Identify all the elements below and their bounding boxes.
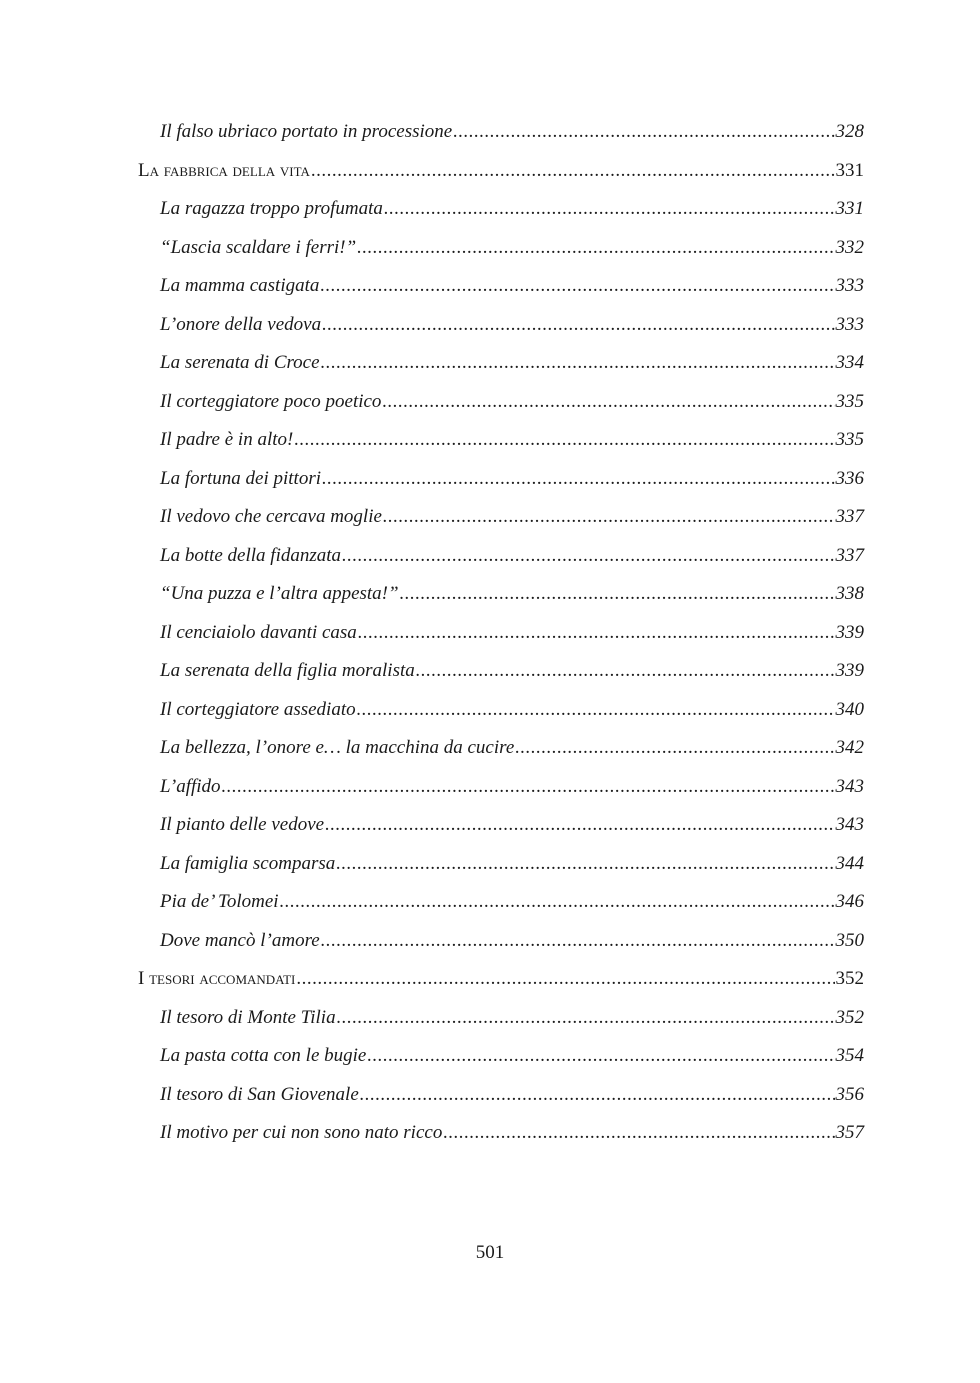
toc-dot-leader xyxy=(358,614,835,653)
toc-entry-title: “Una puzza e l’altra appesta!” xyxy=(160,583,399,604)
toc-entry-title: Pia de’ Tolomei xyxy=(160,891,279,912)
toc-entry[interactable] xyxy=(138,1037,864,1076)
toc-entry-page: 338 xyxy=(835,583,864,604)
toc-entry-title: La serenata della figlia moralista xyxy=(160,660,415,681)
toc-entry[interactable] xyxy=(138,883,864,922)
toc-entry[interactable] xyxy=(138,537,864,576)
toc-entry[interactable] xyxy=(138,190,864,229)
toc-dot-leader xyxy=(357,691,835,730)
toc-entry[interactable] xyxy=(138,575,864,614)
toc-entry[interactable] xyxy=(138,691,864,730)
toc-entry-page: 343 xyxy=(835,814,864,835)
toc-dot-leader xyxy=(311,152,835,191)
toc-entry-page: 335 xyxy=(835,390,864,412)
toc-entry[interactable] xyxy=(138,1076,864,1115)
toc-entry-title: Dove mancò l’amore xyxy=(160,929,320,951)
toc-entry-title: Il pianto delle vedove xyxy=(160,814,325,835)
toc-entry-title: La serenata di Croce xyxy=(160,352,320,373)
toc-entry-page: 328 xyxy=(835,121,864,142)
toc-entry-page: 346 xyxy=(835,891,864,912)
toc-entry-title: “Lascia scaldare i ferri!” xyxy=(160,236,357,258)
toc-entry[interactable] xyxy=(138,113,864,152)
toc-dot-leader xyxy=(320,267,834,306)
toc-entry-page: 357 xyxy=(835,1122,864,1143)
toc-dot-leader xyxy=(294,421,834,460)
toc-entry-page: 339 xyxy=(835,621,864,643)
toc-entry-title: La fabbrica della vita xyxy=(138,159,310,181)
toc-entry-title: Il tesoro di San Giovenale xyxy=(160,1083,359,1105)
toc-entry-title: Il falso ubriaco portato in processione xyxy=(160,121,453,142)
toc-entry[interactable] xyxy=(138,729,864,768)
toc-entry-page: 352 xyxy=(835,1006,864,1028)
toc-dot-leader xyxy=(321,922,835,961)
toc-entry[interactable] xyxy=(138,383,864,422)
page-number: 501 xyxy=(475,1242,505,1263)
toc-entry-page: 333 xyxy=(835,275,864,296)
toc-entry[interactable] xyxy=(138,421,864,460)
toc-entry-title: Il motivo per cui non sono nato ricco xyxy=(160,1122,443,1143)
toc-dot-leader xyxy=(322,460,835,499)
toc-entry[interactable] xyxy=(138,1114,864,1153)
toc-entry-page: 350 xyxy=(835,929,864,951)
toc-entry-page: 337 xyxy=(835,506,864,527)
toc-entry-page: 339 xyxy=(835,660,864,681)
toc-dot-leader xyxy=(382,383,834,422)
toc-entry-page: 343 xyxy=(835,775,864,797)
toc-entry-page: 342 xyxy=(835,737,864,758)
toc-entry[interactable] xyxy=(138,652,864,691)
toc-entry-title: La famiglia scomparsa xyxy=(160,852,336,874)
toc-dot-leader xyxy=(515,729,834,768)
toc-entry-page: 340 xyxy=(835,698,864,720)
toc-dot-leader xyxy=(367,1037,834,1076)
toc-dot-leader xyxy=(336,845,834,884)
toc-entry[interactable] xyxy=(138,306,864,345)
toc-entry-page: 356 xyxy=(835,1083,864,1105)
toc-entry-page: 344 xyxy=(835,852,864,874)
toc-entry-page: 333 xyxy=(835,313,864,335)
toc-dot-leader xyxy=(384,190,835,229)
table-of-contents xyxy=(138,113,864,1153)
toc-dot-leader xyxy=(383,498,835,537)
toc-entry[interactable] xyxy=(138,999,864,1038)
toc-dot-leader xyxy=(443,1114,834,1153)
toc-entry[interactable] xyxy=(138,768,864,807)
toc-entry-title: Il tesoro di Monte Tilia xyxy=(160,1006,336,1028)
toc-entry[interactable] xyxy=(138,460,864,499)
toc-dot-leader xyxy=(322,306,834,345)
toc-dot-leader xyxy=(453,113,834,152)
toc-entry-title: I tesori accomandati xyxy=(138,968,296,989)
toc-entry-title: La fortuna dei pittori xyxy=(160,467,321,489)
toc-dot-leader xyxy=(342,537,834,576)
toc-dot-leader xyxy=(357,229,834,268)
toc-entry[interactable] xyxy=(138,498,864,537)
toc-entry[interactable] xyxy=(138,845,864,884)
toc-entry-page: 352 xyxy=(835,968,864,989)
toc-entry[interactable] xyxy=(138,267,864,306)
toc-dot-leader xyxy=(280,883,835,922)
toc-entry-title: Il padre è in alto! xyxy=(160,429,294,450)
toc-entry-title: L’affido xyxy=(160,775,221,797)
toc-dot-leader xyxy=(360,1076,835,1115)
toc-entry[interactable] xyxy=(138,806,864,845)
toc-entry-page: 334 xyxy=(835,352,864,373)
toc-dot-leader xyxy=(296,960,834,999)
toc-dot-leader xyxy=(337,999,835,1038)
toc-entry-page: 332 xyxy=(835,236,864,258)
toc-entry-page: 336 xyxy=(835,467,864,489)
toc-entry-title: La mamma castigata xyxy=(160,275,320,296)
toc-entry-title: Il vedovo che cercava moglie xyxy=(160,506,382,527)
toc-dot-leader xyxy=(400,575,835,614)
toc-entry-title: Il cenciaiolo davanti casa xyxy=(160,621,357,643)
toc-entry-page: 354 xyxy=(835,1045,864,1066)
toc-entry-page: 337 xyxy=(835,544,864,566)
toc-entry-page: 335 xyxy=(835,429,864,450)
toc-entry-page: 331 xyxy=(835,198,864,219)
toc-dot-leader xyxy=(416,652,835,691)
toc-entry[interactable] xyxy=(138,344,864,383)
toc-entry[interactable] xyxy=(138,614,864,653)
toc-entry-title: La botte della fidanzata xyxy=(160,544,342,566)
toc-entry-title: La ragazza troppo profumata xyxy=(160,198,383,219)
toc-entry-title: L’onore della vedova xyxy=(160,313,322,335)
toc-entry-title: Il corteggiatore poco poetico xyxy=(160,390,382,412)
toc-entry[interactable] xyxy=(138,922,864,961)
toc-entry-title: La bellezza, l’onore e… la macchina da cucire xyxy=(160,737,515,758)
toc-chapter-entry[interactable] xyxy=(138,960,864,999)
toc-entry-page: 331 xyxy=(835,159,864,181)
toc-dot-leader xyxy=(222,768,835,807)
toc-dot-leader xyxy=(325,806,834,845)
toc-entry[interactable] xyxy=(138,229,864,268)
toc-dot-leader xyxy=(321,344,835,383)
toc-entry-title: La pasta cotta con le bugie xyxy=(160,1045,367,1066)
toc-entry-title: Il corteggiatore assediato xyxy=(160,698,356,720)
toc-chapter-entry[interactable] xyxy=(138,152,864,191)
